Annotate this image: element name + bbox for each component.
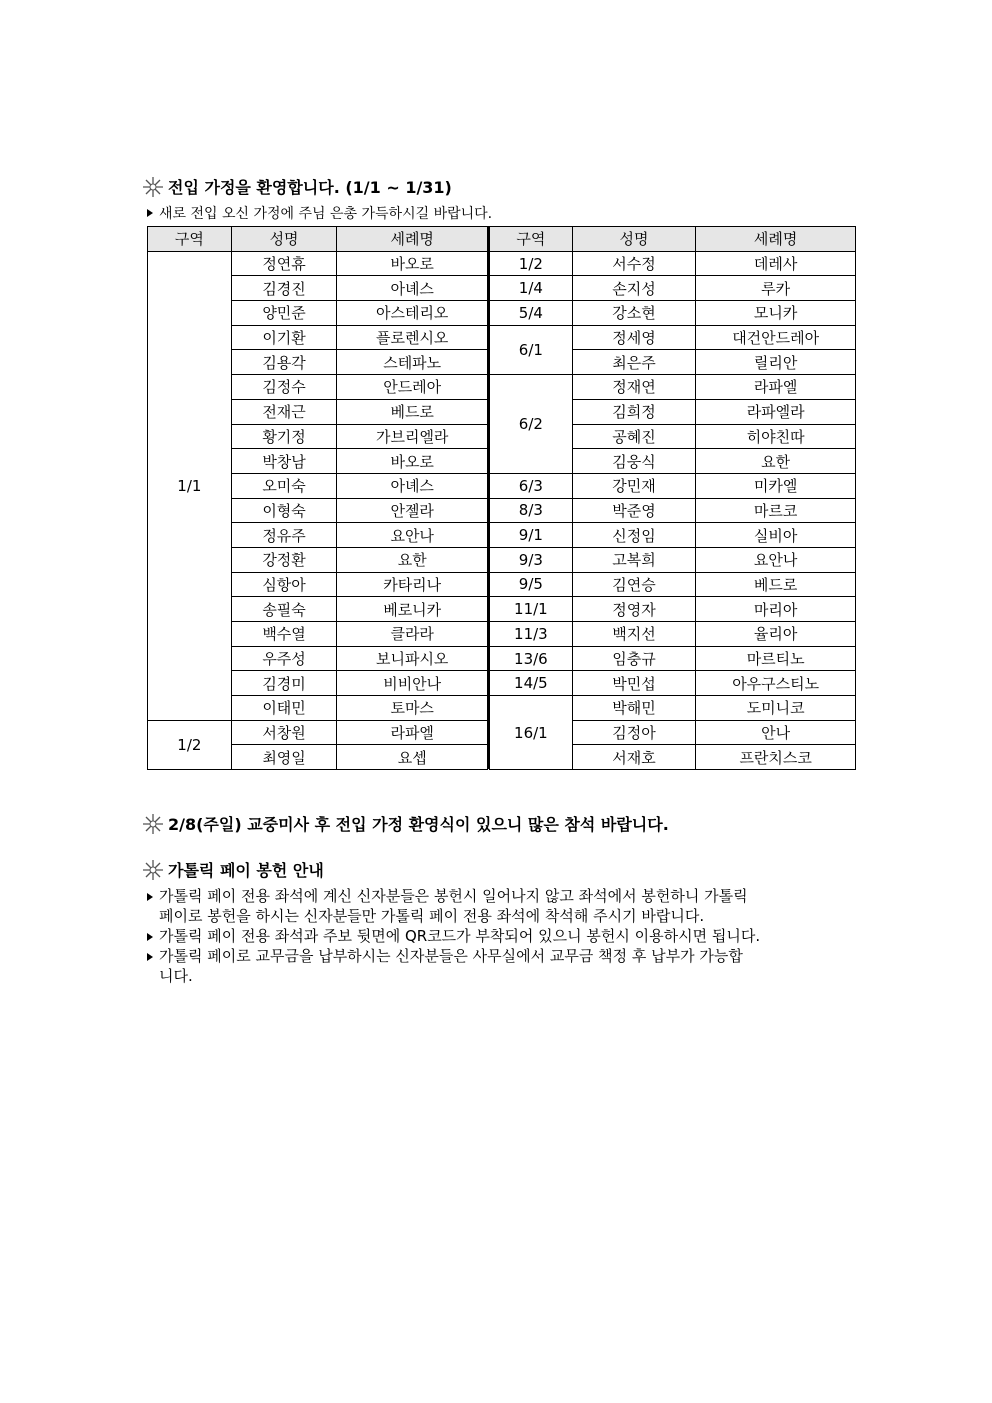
- header-district: 구역: [148, 227, 232, 252]
- baptismal-name-cell: 프란치스코: [696, 745, 856, 770]
- bullet-line: 가톨릭 페이 전용 좌석에 계신 신자분들은 봉헌시 일어나지 않고 좌석에서 봉헌하니 가톨릭: [159, 887, 748, 905]
- header-name: 성명: [231, 227, 337, 252]
- district-cell: 1/1: [148, 251, 232, 720]
- baptismal-name-cell: 베드로: [696, 572, 856, 597]
- name-cell: 손지성: [572, 276, 696, 301]
- name-cell: 정연휴: [231, 251, 337, 276]
- baptismal-name-cell: 가브리엘라: [337, 424, 488, 449]
- name-cell: 김경진: [231, 276, 337, 301]
- triangle-bullet-icon: [147, 953, 153, 961]
- name-cell: 오미숙: [231, 473, 337, 498]
- right-table: [489, 226, 856, 770]
- name-cell: 강소현: [572, 301, 696, 326]
- district-cell: 9/5: [490, 572, 573, 597]
- name-cell: 정재연: [572, 375, 696, 400]
- baptismal-name-cell: 바오로: [337, 251, 488, 276]
- table-row: [490, 301, 856, 326]
- table-row: [490, 276, 856, 301]
- baptismal-name-cell: 요셉: [337, 745, 488, 770]
- name-cell: 공혜진: [572, 424, 696, 449]
- name-cell: 송필숙: [231, 597, 337, 622]
- baptismal-name-cell: 라파엘라: [696, 399, 856, 424]
- table-row: [490, 325, 856, 350]
- name-cell: 김용각: [231, 350, 337, 375]
- baptismal-name-cell: 베로니카: [337, 597, 488, 622]
- table-row: [490, 671, 856, 696]
- name-cell: 서재호: [572, 745, 696, 770]
- name-cell: 김연승: [572, 572, 696, 597]
- section-subtitle-text: 새로 전입 오신 가정에 주님 은총 가득하시길 바랍니다.: [159, 206, 493, 222]
- notice-text: 2/8(주일) 교중미사 후 전입 가정 환영식이 있으니 많은 참석 바랍니다.: [168, 815, 669, 834]
- name-cell: 김웅식: [572, 449, 696, 474]
- district-cell: 1/4: [490, 276, 573, 301]
- section-subtitle: [147, 203, 492, 223]
- list-item: [147, 886, 867, 926]
- district-cell: 1/2: [490, 251, 573, 276]
- header-baptismal-name: 세례명: [696, 227, 856, 252]
- name-cell: 이형숙: [231, 498, 337, 523]
- baptismal-name-cell: 모니카: [696, 301, 856, 326]
- baptismal-name-cell: 릴리안: [696, 350, 856, 375]
- table-header-row: [490, 227, 856, 252]
- name-cell: 심항아: [231, 572, 337, 597]
- name-cell: 임충규: [572, 646, 696, 671]
- baptismal-name-cell: 마르코: [696, 498, 856, 523]
- district-cell: 11/1: [490, 597, 573, 622]
- baptismal-name-cell: 아녜스: [337, 473, 488, 498]
- baptismal-name-cell: 아녜스: [337, 276, 488, 301]
- district-cell: 16/1: [490, 696, 573, 770]
- bullet-line: 가톨릭 페이로 교무금을 납부하시는 신자분들은 사무실에서 교무금 책정 후 납부가 가능합: [159, 947, 743, 965]
- district-cell: 13/6: [490, 646, 573, 671]
- table-row: [148, 251, 488, 276]
- district-cell: 14/5: [490, 671, 573, 696]
- district-cell: 6/1: [490, 325, 573, 374]
- name-cell: 김경미: [231, 671, 337, 696]
- name-cell: 이태민: [231, 696, 337, 721]
- baptismal-name-cell: 마리아: [696, 597, 856, 622]
- baptismal-name-cell: 바오로: [337, 449, 488, 474]
- name-cell: 정유주: [231, 523, 337, 548]
- name-cell: 김정수: [231, 375, 337, 400]
- left-table: [147, 226, 488, 770]
- district-cell: 6/3: [490, 473, 573, 498]
- district-cell: 1/2: [148, 720, 232, 769]
- table-row: [490, 251, 856, 276]
- baptismal-name-cell: 보니파시오: [337, 646, 488, 671]
- name-cell: 양민준: [231, 301, 337, 326]
- name-cell: 이기환: [231, 325, 337, 350]
- name-cell: 정세영: [572, 325, 696, 350]
- section-title-new-families: [142, 175, 452, 198]
- baptismal-name-cell: 클라라: [337, 622, 488, 647]
- baptismal-name-cell: 카타리나: [337, 572, 488, 597]
- name-cell: 전재근: [231, 399, 337, 424]
- baptismal-name-cell: 플로렌시오: [337, 325, 488, 350]
- name-cell: 고복희: [572, 547, 696, 572]
- table-row: [490, 597, 856, 622]
- table-row: [490, 622, 856, 647]
- table-row: [490, 572, 856, 597]
- bullet-line: 가톨릭 페이 전용 좌석과 주보 뒷면에 QR코드가 부착되어 있으니 봉헌시 이용하시면 됩니다.: [159, 927, 761, 945]
- section-title-text: 전입 가정을 환영합니다. (1/1 ~ 1/31): [168, 178, 452, 197]
- name-cell: 신정임: [572, 523, 696, 548]
- name-cell: 서창원: [231, 720, 337, 745]
- baptismal-name-cell: 아우구스티노: [696, 671, 856, 696]
- baptismal-name-cell: 라파엘: [696, 375, 856, 400]
- name-cell: 김정아: [572, 720, 696, 745]
- name-cell: 최은주: [572, 350, 696, 375]
- table-row: [490, 498, 856, 523]
- bullet-line: 페이로 봉헌을 하시는 신자분들만 가톨릭 페이 전용 좌석에 착석해 주시기 바랍니다.: [159, 907, 705, 925]
- table-row: [490, 646, 856, 671]
- name-cell: 정영자: [572, 597, 696, 622]
- triangle-bullet-icon: [147, 893, 153, 901]
- baptismal-name-cell: 히야친따: [696, 424, 856, 449]
- name-cell: 김희정: [572, 399, 696, 424]
- district-cell: 9/1: [490, 523, 573, 548]
- name-cell: 강민재: [572, 473, 696, 498]
- name-cell: 백지선: [572, 622, 696, 647]
- header-baptismal-name: 세례명: [337, 227, 488, 252]
- baptismal-name-cell: 루카: [696, 276, 856, 301]
- district-cell: 5/4: [490, 301, 573, 326]
- baptismal-name-cell: 라파엘: [337, 720, 488, 745]
- bullet-line: 니다.: [159, 967, 193, 985]
- sparkle-star-icon: [142, 813, 164, 835]
- name-cell: 박준영: [572, 498, 696, 523]
- table-header-row: [148, 227, 488, 252]
- district-cell: 9/3: [490, 547, 573, 572]
- welcome-ceremony-notice: [142, 812, 669, 835]
- table-row: [490, 547, 856, 572]
- district-cell: 11/3: [490, 622, 573, 647]
- district-cell: 6/2: [490, 375, 573, 474]
- table-row: [148, 720, 488, 745]
- baptismal-name-cell: 안드레아: [337, 375, 488, 400]
- list-item: [147, 946, 867, 986]
- section-title-text: 가톨릭 페이 봉헌 안내: [168, 861, 324, 880]
- table-row: [490, 375, 856, 400]
- name-cell: 최영일: [231, 745, 337, 770]
- name-cell: 백수열: [231, 622, 337, 647]
- baptismal-name-cell: 도미니코: [696, 696, 856, 721]
- baptismal-name-cell: 대건안드레아: [696, 325, 856, 350]
- sparkle-star-icon: [142, 859, 164, 881]
- baptismal-name-cell: 율리아: [696, 622, 856, 647]
- baptismal-name-cell: 비비안나: [337, 671, 488, 696]
- baptismal-name-cell: 스테파노: [337, 350, 488, 375]
- triangle-bullet-icon: [147, 933, 153, 941]
- name-cell: 박민섭: [572, 671, 696, 696]
- new-families-table: [147, 226, 856, 769]
- list-item: [147, 926, 867, 946]
- baptismal-name-cell: 요한: [696, 449, 856, 474]
- baptismal-name-cell: 베드로: [337, 399, 488, 424]
- name-cell: 황기정: [231, 424, 337, 449]
- baptismal-name-cell: 요한: [337, 547, 488, 572]
- header-name: 성명: [572, 227, 696, 252]
- catholic-pay-bullets: [147, 886, 867, 986]
- baptismal-name-cell: 미카엘: [696, 473, 856, 498]
- section-title-catholic-pay: [142, 858, 324, 881]
- name-cell: 서수정: [572, 251, 696, 276]
- baptismal-name-cell: 마르티노: [696, 646, 856, 671]
- name-cell: 강정환: [231, 547, 337, 572]
- baptismal-name-cell: 아스테리오: [337, 301, 488, 326]
- district-cell: 8/3: [490, 498, 573, 523]
- baptismal-name-cell: 안나: [696, 720, 856, 745]
- header-district: 구역: [490, 227, 573, 252]
- baptismal-name-cell: 안젤라: [337, 498, 488, 523]
- name-cell: 박창남: [231, 449, 337, 474]
- triangle-bullet-icon: [147, 209, 153, 217]
- table-row: [490, 473, 856, 498]
- baptismal-name-cell: 요안나: [337, 523, 488, 548]
- baptismal-name-cell: 요안나: [696, 547, 856, 572]
- baptismal-name-cell: 데레사: [696, 251, 856, 276]
- sparkle-star-icon: [142, 176, 164, 198]
- table-row: [490, 523, 856, 548]
- table-row: [490, 696, 856, 721]
- baptismal-name-cell: 실비아: [696, 523, 856, 548]
- name-cell: 박해민: [572, 696, 696, 721]
- baptismal-name-cell: 토마스: [337, 696, 488, 721]
- name-cell: 우주성: [231, 646, 337, 671]
